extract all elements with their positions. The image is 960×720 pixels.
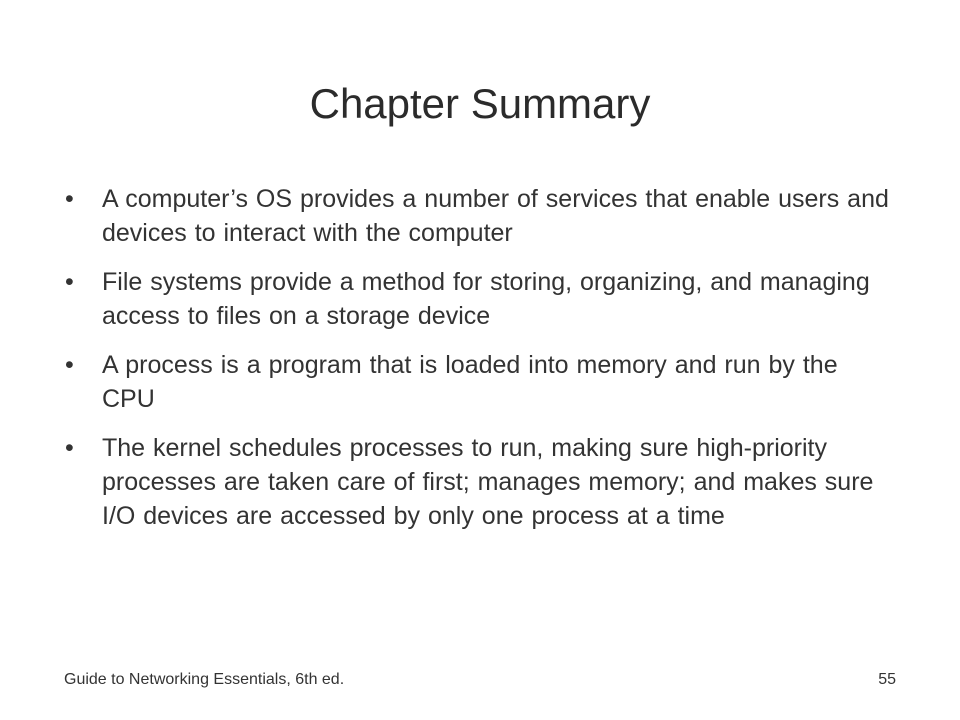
footer-page-number: 55: [878, 671, 896, 688]
bullet-dot: •: [65, 351, 74, 379]
bullet-item: [63, 182, 893, 250]
bullet-item: [63, 348, 893, 416]
bullet-text: A process is a program that is loaded into memory and run by the CPU: [102, 351, 838, 413]
bullet-list: [63, 182, 893, 548]
bullet-dot: •: [65, 268, 74, 296]
bullet-text: The kernel schedules processes to run, making sure high-priority processes are taken care of first; manages memory; and makes sure I/O devices are accessed by only one process at a time: [102, 434, 874, 530]
bullet-dot: •: [65, 434, 74, 462]
bullet-item: [63, 431, 893, 533]
bullet-text: A computer’s OS provides a number of services that enable users and devices to interact with the computer: [102, 185, 889, 247]
bullet-text: File systems provide a method for storing, organizing, and managing access to files on a storage device: [102, 268, 870, 330]
footer-book-title: Guide to Networking Essentials, 6th ed.: [64, 671, 345, 688]
bullet-item: [63, 265, 893, 333]
bullet-dot: •: [65, 185, 74, 213]
slide-title: Chapter Summary: [309, 80, 651, 127]
